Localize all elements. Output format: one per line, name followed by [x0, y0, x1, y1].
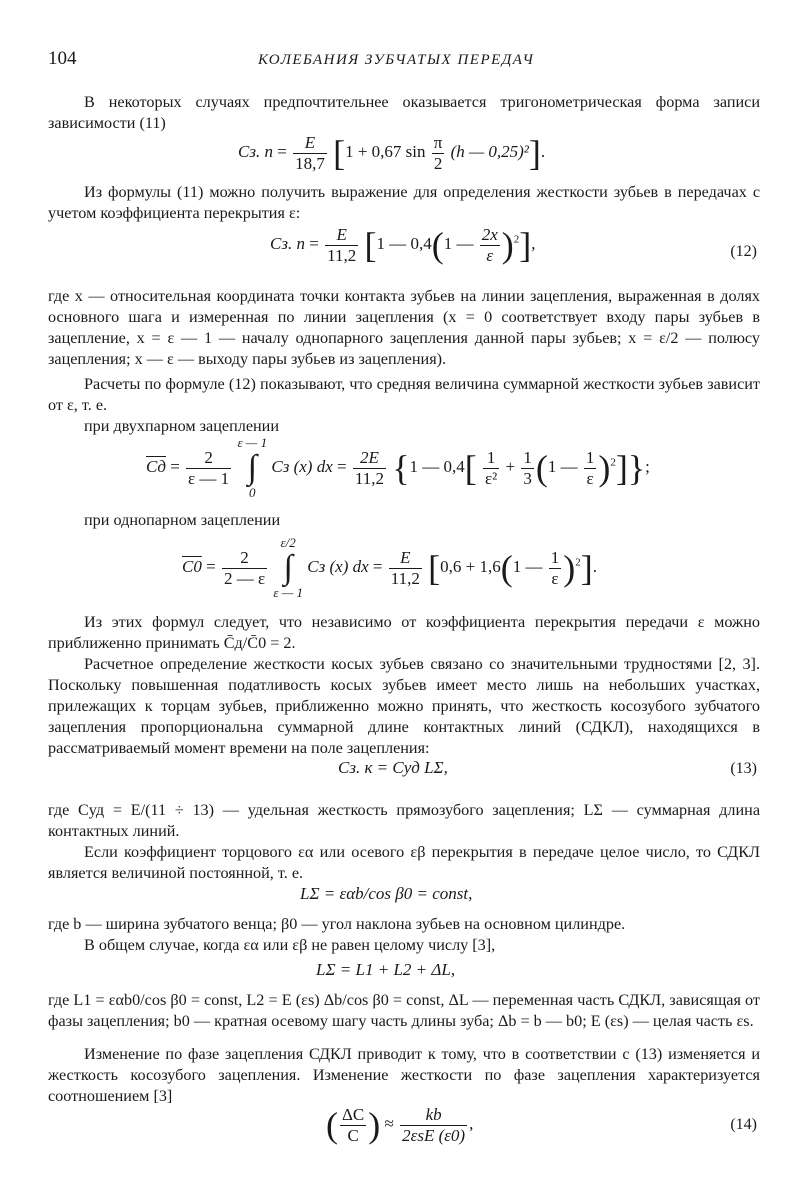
- equation-13-label: (13): [730, 760, 757, 777]
- paragraph-8: Расчетное определение жесткости косых зубьев связано со значительными трудностями [2, 3]. Поскольку повышенная податливость косых зубьев имеет место лишь на небольших участках, прилежащих к торцам зубьев, приближенно можно принять, что жесткость косозубого зубчатого зацепления пропорциональна суммарной длине контактных линий (СДКЛ), находящихся в рассматриваемый момент времени на поле зацепления:: [48, 655, 760, 757]
- equation-single-pair: C0 = $\frac{2}{2 — \varepsilon}$ ε/2 ∫ ε — 1 Cз (x) dx = $\frac{E}{11,2}$ [0,6 + 1,6(1 — $\frac{1}{\varepsilon}$ )$^2$].: [182, 535, 597, 600]
- paragraph-14: Изменение по фазе зацепления СДКЛ приводит к тому, что в соответствии с (13) изменяется и жесткость косозубого зацепления. Изменение жесткости по фазе зацепления характеризуется соотношением [3]: [48, 1045, 760, 1105]
- paragraph-10: Если коэффициент торцового εα или осевого εβ перекрытия в передаче целое число, то СДКЛ является величиной постоянной, т. е.: [48, 843, 760, 882]
- paragraph-2: Из формулы (11) можно получить выражение для определения жесткости зубьев в передачах с учетом коэффициента перекрытия ε:: [48, 183, 760, 222]
- paragraph-13: где L1 = εαb0/cos β0 = const, L2 = E (εs) Δb/cos β0 = const, ΔL — переменная часть СДКЛ, зависящая от фазы зацепления; b0 — кратная осевому шагу часть длины зуба; Δb = b — b0; E (εs) — целая часть εs.: [48, 991, 760, 1030]
- equation-sum: LΣ = L1 + L2 + ΔL,: [316, 960, 456, 979]
- page-number: 104: [48, 48, 77, 69]
- paragraph-1: В некоторых случаях предпочтительнее оказывается тригонометрическая форма записи зависимости (11): [48, 93, 760, 132]
- equation-12: Cз. п = $\frac{E}{11,2}$ [1 — 0,4(1 — $\frac{2x}{\varepsilon}$ )$^2$],: [270, 224, 536, 265]
- equation-13: Cз. к = Cуд LΣ,: [338, 758, 448, 777]
- equation-14-label: (14): [730, 1116, 757, 1133]
- equation-const: LΣ = εαb/cos β0 = const,: [300, 884, 473, 903]
- equation-trig: Cз. п = $\frac{E}{18,7}$ [1 + 0,67 sin $\frac{\pi}{2}$ (h — 0,25)²].: [238, 132, 546, 173]
- running-title: КОЛЕБАНИЯ ЗУБЧАТЫХ ПЕРЕДАЧ: [258, 52, 535, 68]
- paragraph-4: Расчеты по формуле (12) показывают, что средняя величина суммарной жесткости зубьев зависит от ε, т. е.: [48, 375, 760, 414]
- paragraph-9: где Cуд = E/(11 ÷ 13) — удельная жесткость прямозубого зацепления; LΣ — суммарная длина контактных линий.: [48, 801, 760, 840]
- paragraph-7: Из этих формул следует, что независимо от коэффициента перекрытия передачи ε можно приближенно принимать C̄д/C̄0 = 2.: [48, 613, 760, 652]
- equation-12-label: (12): [730, 243, 757, 260]
- paragraph-12: В общем случае, когда εα или εβ не равен целому числу [3],: [84, 936, 496, 954]
- paragraph-11: где b — ширина зубчатого венца; β0 — угол наклона зубьев на основном цилиндре.: [48, 915, 626, 933]
- equation-double-pair: Cд = $\frac{2}{\varepsilon — 1}$ ε — 1 ∫ 0 Cз (x) dx = $\frac{2E}{11,2}$ {1 — 0,4[ $\frac{1}{\text{ε²}}$ + $\frac{1}{3}$ (1 — $\frac{1}{\varepsilon}$ )$^2$]};: [146, 435, 650, 500]
- paragraph-3: где x — относительная координата точки контакта зубьев на линии зацепления, выраженная в долях основного шага и измеренная по линии зацепления (x = 0 соответствует входу пары зубьев в зацепление, x = ε — 1 — началу однопарного зацепления данной пары зубьев; x = ε/2 — полюсу зацепления; x — ε — выходу пары зубьев из зацепления).: [48, 287, 760, 368]
- paragraph-5: при двухпарном зацеплении: [84, 417, 280, 435]
- equation-14: ( $\frac{\Delta C}{C}$ ) ≈ $\frac{kb}{\text{2εsE (ε0)}}$ ,: [326, 1104, 474, 1145]
- paragraph-6: при однопарном зацеплении: [84, 511, 281, 529]
